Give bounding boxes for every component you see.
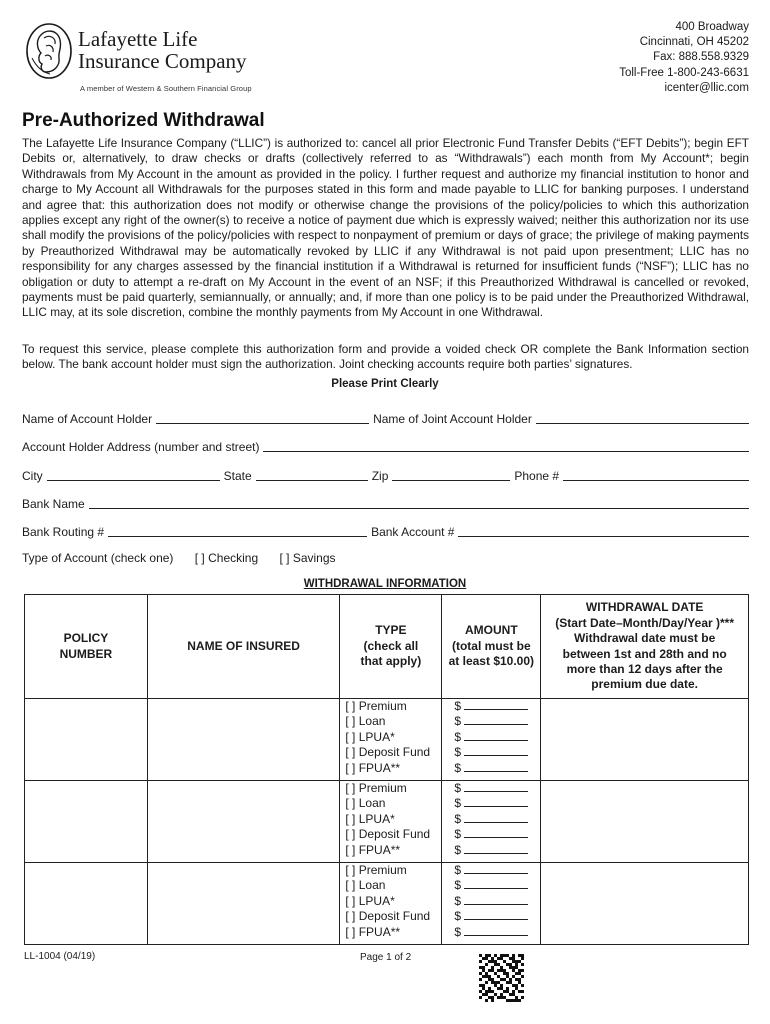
amount-line[interactable] <box>442 730 540 745</box>
joint-holder-field[interactable] <box>536 412 749 424</box>
header-line: Withdrawal date must be <box>574 631 716 646</box>
lpua-checkbox[interactable]: [ ] LPUA* <box>345 811 395 826</box>
lafayette-portrait-icon <box>24 22 74 80</box>
address-line: Cincinnati, OH 45202 <box>639 36 749 49</box>
lpua-checkbox[interactable]: [ ] LPUA* <box>345 893 395 908</box>
qr-code-icon <box>479 954 524 1002</box>
account-number-label: Bank Account # <box>371 525 455 539</box>
amount-line[interactable] <box>442 781 540 796</box>
dollar-sign: $ <box>454 863 462 877</box>
checking-checkbox[interactable]: [ ] Checking <box>194 551 259 565</box>
deposit-fund-checkbox[interactable]: [ ] Deposit Fund <box>345 909 431 924</box>
amount-line[interactable] <box>442 894 540 909</box>
print-clearly-note: Please Print Clearly <box>331 378 439 390</box>
name-of-insured-cell[interactable] <box>147 699 340 781</box>
city-state-zip-row <box>22 465 749 483</box>
company-tagline: A member of Western & Southern Financial Group <box>80 84 252 93</box>
loan-checkbox[interactable]: [ ] Loan <box>345 878 386 893</box>
page-title: Pre-Authorized Withdrawal <box>22 110 265 131</box>
amount-cell <box>442 781 541 863</box>
premium-checkbox[interactable]: [ ] Premium <box>345 863 407 877</box>
amount-header <box>442 595 541 699</box>
account-type-label: Type of Account (check one) <box>22 551 174 565</box>
header-line: TYPE <box>375 623 407 638</box>
deposit-fund-checkbox[interactable]: [ ] Deposit Fund <box>345 745 431 760</box>
form-code: LL-1004 (04/19) <box>24 951 96 962</box>
premium-checkbox[interactable]: [ ] Premium <box>345 699 407 713</box>
withdrawal-date-header <box>541 595 749 699</box>
city-label: City <box>22 469 43 483</box>
name-of-insured-header: NAME OF INSURED <box>147 595 340 699</box>
type-cell <box>340 781 442 863</box>
address-line: 400 Broadway <box>675 21 749 33</box>
policy-number-cell[interactable] <box>25 781 148 863</box>
withdrawal-date-cell[interactable] <box>541 699 749 781</box>
table-row <box>25 699 749 781</box>
bank-name-field[interactable] <box>89 497 749 509</box>
loan-checkbox[interactable]: [ ] Loan <box>345 714 386 729</box>
dollar-sign: $ <box>454 699 462 713</box>
address-row <box>22 436 749 454</box>
dollar-sign: $ <box>454 760 462 775</box>
withdrawal-info-title <box>0 578 770 590</box>
header-line: that apply) <box>360 654 422 669</box>
loan-checkbox[interactable]: [ ] Loan <box>345 796 386 811</box>
fax-line: Fax: 888.558.9329 <box>653 51 749 64</box>
amount-line[interactable] <box>442 796 540 811</box>
toll-free-line: Toll-Free 1-800-243-6631 <box>619 66 749 79</box>
fpua-checkbox[interactable]: [ ] FPUA** <box>345 760 401 775</box>
header-line: (Start Date–Month/Day/Year )*** <box>555 615 734 630</box>
company-name-line1: Lafayette Life <box>78 27 198 51</box>
fpua-checkbox[interactable]: [ ] FPUA** <box>345 842 401 857</box>
phone-label: Phone # <box>514 469 560 483</box>
premium-checkbox[interactable]: [ ] Premium <box>345 781 407 795</box>
amount-line[interactable] <box>442 909 540 924</box>
amount-line[interactable] <box>442 878 540 893</box>
policy-number-cell[interactable] <box>25 699 148 781</box>
type-cell <box>340 699 442 781</box>
company-logo <box>22 22 272 94</box>
state-field[interactable] <box>256 469 368 481</box>
type-header <box>340 595 442 699</box>
deposit-fund-checkbox[interactable]: [ ] Deposit Fund <box>345 827 431 842</box>
amount-line[interactable] <box>442 925 540 940</box>
account-type-row <box>22 551 354 565</box>
withdrawal-date-cell[interactable] <box>541 781 749 863</box>
routing-field[interactable] <box>108 525 367 537</box>
city-field[interactable] <box>47 469 220 481</box>
table-row <box>25 781 749 863</box>
withdrawal-table <box>24 594 749 945</box>
name-of-insured-cell[interactable] <box>147 781 340 863</box>
amount-line[interactable] <box>442 843 540 858</box>
table-row <box>25 863 749 945</box>
lpua-checkbox[interactable]: [ ] LPUA* <box>345 729 395 744</box>
dollar-sign: $ <box>454 909 462 924</box>
amount-cell <box>442 863 541 945</box>
authorization-paragraph: The Lafayette Life Insurance Company (“LLIC”) is authorized to: cancel all prior Electronic Fund Transfer Debits (“EFT Debits”); begin EFT Debits or, alternatively, to draw checks or drafts (collectively referred to as “Withdrawals”) each month from My Account*; begin Withdrawals from My Account in the amount as provided in the policy. I further request and authorize my financial institution to honor and charge to My Account all Withdrawals for the purposes stated in this form and made payable to LLIC for banking purposes. I understand and agree that: this authorization does not modify or otherwise change the provisions of the policy/policies to which this authorization applies except any right of the owner(s) to receive a notice of payment due which is expressly waived; neither this authorization nor its use shall modify the provisions of the policy/policies with respect to nonpayment of premium or days of grace; the privilege of making payments by Preauthorized Withdrawal may be automatically revoked by LLIC if any Withdrawal is not paid upon presentment; LLIC has no responsibility for any charges assessed by the financial institution if a Withdrawal is returned for insufficient funds (“NSF”); LLIC has no obligation or duty to attempt a re-draft on My Account in the event of an NSF; if this Preauthorized Withdrawal is cancelled or revoked, payments must be paid quarterly, semiannually, or annually; and, if more than one policy is to be paid under the Preauthorized Withdrawal, LLIC may, at its sole discretion, combine the monthly payments from My Account in one Withdrawal. <box>22 136 749 320</box>
name-of-insured-cell[interactable] <box>147 863 340 945</box>
amount-cell <box>442 699 541 781</box>
policy-number-header <box>25 595 148 699</box>
company-name <box>78 28 247 72</box>
savings-checkbox[interactable]: [ ] Savings <box>279 551 336 565</box>
dollar-sign: $ <box>454 729 462 744</box>
dollar-sign: $ <box>454 878 462 893</box>
header-line: more than 12 days after the <box>566 661 723 676</box>
bank-numbers-row <box>22 521 749 539</box>
instructions-paragraph: To request this service, please complete this authorization form and provide a voided check OR complete the Bank Information section below. The bank account holder must sign the authorization. Joint checking accounts require both parties’ signatures. <box>22 342 749 372</box>
header-line: (total must be <box>451 638 531 653</box>
amount-line[interactable] <box>442 827 540 842</box>
header-line: premium due date. <box>591 677 698 692</box>
header-line: NUMBER <box>59 646 113 661</box>
fpua-checkbox[interactable]: [ ] FPUA** <box>345 924 401 939</box>
header-line: at least $10.00) <box>448 654 535 669</box>
header-line: AMOUNT <box>464 623 518 638</box>
amount-line[interactable] <box>442 745 540 760</box>
routing-label: Bank Routing # <box>22 525 105 539</box>
state-label: State <box>223 469 252 483</box>
company-address <box>619 20 749 96</box>
amount-line[interactable] <box>442 714 540 729</box>
policy-number-cell[interactable] <box>25 863 148 945</box>
dollar-sign: $ <box>454 924 462 939</box>
dollar-sign: $ <box>454 745 462 760</box>
table-header-row <box>25 595 749 699</box>
address-label: Account Holder Address (number and street) <box>22 440 260 454</box>
withdrawal-info-title-text: WITHDRAWAL INFORMATION <box>303 578 467 590</box>
amount-line[interactable] <box>442 761 540 776</box>
dollar-sign: $ <box>454 827 462 842</box>
zip-label: Zip <box>371 469 389 483</box>
dollar-sign: $ <box>454 893 462 908</box>
header-line: WITHDRAWAL DATE <box>585 600 704 615</box>
account-holder-row <box>22 408 749 426</box>
address-field[interactable] <box>263 440 749 452</box>
header-line: (check all <box>363 638 419 653</box>
dollar-sign: $ <box>454 842 462 857</box>
bank-name-row <box>22 493 749 511</box>
company-name-line2: Insurance Company <box>78 49 247 73</box>
phone-field[interactable] <box>563 469 749 481</box>
amount-line[interactable] <box>442 812 540 827</box>
email-line: icenter@llic.com <box>664 81 749 94</box>
header-line: between 1st and 28th and no <box>562 646 727 661</box>
dollar-sign: $ <box>454 811 462 826</box>
withdrawal-date-cell[interactable] <box>541 863 749 945</box>
amount-line[interactable] <box>442 699 540 714</box>
type-cell <box>340 863 442 945</box>
page-number: Page 1 of 2 <box>360 952 412 963</box>
joint-holder-label: Name of Joint Account Holder <box>373 412 532 426</box>
document-header <box>22 18 749 94</box>
account-number-field[interactable] <box>458 525 749 537</box>
amount-line[interactable] <box>442 863 540 878</box>
zip-field[interactable] <box>392 469 510 481</box>
dollar-sign: $ <box>454 796 462 811</box>
header-line: POLICY <box>63 631 109 646</box>
dollar-sign: $ <box>454 714 462 729</box>
dollar-sign: $ <box>454 781 462 795</box>
account-holder-label: Name of Account Holder <box>22 412 153 426</box>
bank-name-label: Bank Name <box>22 497 85 511</box>
account-holder-field[interactable] <box>156 412 369 424</box>
